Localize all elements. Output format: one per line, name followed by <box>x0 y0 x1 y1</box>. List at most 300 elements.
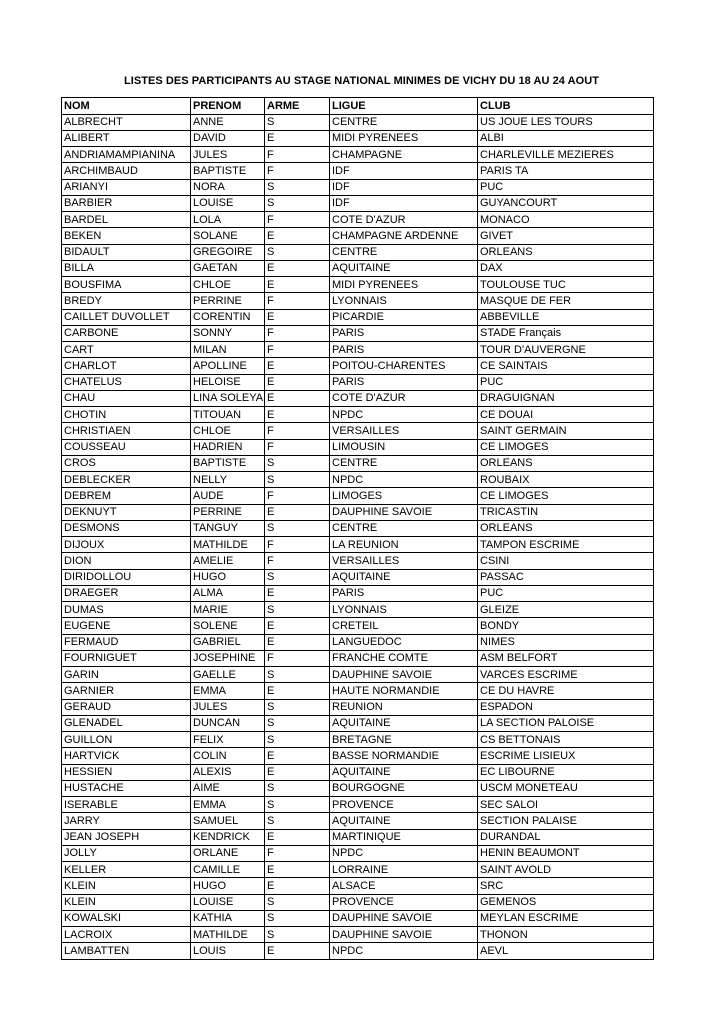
table-body <box>62 114 654 959</box>
table-row <box>62 862 654 878</box>
cell-nom: GERAUD <box>62 699 191 715</box>
table-header-row <box>62 98 654 115</box>
cell-club: LA SECTION PALOISE <box>478 715 654 731</box>
cell-ligue: AQUITAINE <box>330 569 478 585</box>
cell-arme: S <box>265 927 330 943</box>
cell-club: GLEIZE <box>478 602 654 618</box>
cell-club: CE SAINTAIS <box>478 358 654 374</box>
cell-nom: BREDY <box>62 293 191 309</box>
cell-club: NIMES <box>478 634 654 650</box>
cell-nom: DEKNUYT <box>62 504 191 520</box>
cell-arme: S <box>265 699 330 715</box>
table-row <box>62 829 654 845</box>
cell-nom: BOUSFIMA <box>62 277 191 293</box>
cell-ligue: POITOU-CHARENTES <box>330 358 478 374</box>
cell-club: CE LIMOGES <box>478 488 654 504</box>
cell-prenom: FELIX <box>191 732 265 748</box>
table-row <box>62 780 654 796</box>
cell-arme: E <box>265 748 330 764</box>
cell-prenom: SOLENE <box>191 618 265 634</box>
cell-nom: ALIBERT <box>62 130 191 146</box>
cell-nom: CHOTIN <box>62 407 191 423</box>
cell-ligue: PARIS <box>330 585 478 601</box>
cell-arme: E <box>265 407 330 423</box>
cell-club: ESPADON <box>478 699 654 715</box>
table-row <box>62 195 654 211</box>
cell-ligue: VERSAILLES <box>330 553 478 569</box>
cell-prenom: LOLA <box>191 212 265 228</box>
cell-prenom: LOUISE <box>191 195 265 211</box>
cell-arme: E <box>265 504 330 520</box>
cell-club: MASQUE DE FER <box>478 293 654 309</box>
cell-arme: F <box>265 325 330 341</box>
cell-ligue: CENTRE <box>330 244 478 260</box>
cell-club: US JOUE LES TOURS <box>478 114 654 130</box>
cell-ligue: REUNION <box>330 699 478 715</box>
cell-arme: E <box>265 228 330 244</box>
table-row <box>62 212 654 228</box>
cell-arme: S <box>265 195 330 211</box>
cell-club: CHARLEVILLE MEZIERES <box>478 147 654 163</box>
table-row <box>62 813 654 829</box>
cell-ligue: PARIS <box>330 342 478 358</box>
cell-prenom: COLIN <box>191 748 265 764</box>
cell-club: ORLEANS <box>478 244 654 260</box>
cell-ligue: NPDC <box>330 845 478 861</box>
cell-club: PARIS TA <box>478 163 654 179</box>
cell-arme: E <box>265 358 330 374</box>
cell-prenom: JOSEPHINE <box>191 650 265 666</box>
cell-nom: CAILLET DUVOLLET <box>62 309 191 325</box>
cell-nom: ISERABLE <box>62 797 191 813</box>
table-row <box>62 618 654 634</box>
cell-club: SECTION PALAISE <box>478 813 654 829</box>
table-row <box>62 683 654 699</box>
cell-club: BONDY <box>478 618 654 634</box>
cell-nom: KLEIN <box>62 878 191 894</box>
cell-arme: S <box>265 602 330 618</box>
cell-club: ORLEANS <box>478 520 654 536</box>
cell-nom: BIDAULT <box>62 244 191 260</box>
cell-prenom: LOUISE <box>191 894 265 910</box>
cell-club: ROUBAIX <box>478 472 654 488</box>
cell-nom: ALBRECHT <box>62 114 191 130</box>
cell-arme: S <box>265 732 330 748</box>
table-row <box>62 732 654 748</box>
cell-nom: COUSSEAU <box>62 439 191 455</box>
table-row <box>62 309 654 325</box>
cell-ligue: MIDI PYRENEES <box>330 277 478 293</box>
cell-ligue: PROVENCE <box>330 797 478 813</box>
cell-club: CE DOUAI <box>478 407 654 423</box>
cell-prenom: CHLOE <box>191 423 265 439</box>
cell-nom: LACROIX <box>62 927 191 943</box>
cell-prenom: HELOISE <box>191 374 265 390</box>
cell-nom: FERMAUD <box>62 634 191 650</box>
cell-club: SRC <box>478 878 654 894</box>
cell-ligue: CRETEIL <box>330 618 478 634</box>
table-row <box>62 130 654 146</box>
cell-prenom: SOLANE <box>191 228 265 244</box>
cell-nom: CHARLOT <box>62 358 191 374</box>
cell-arme: S <box>265 114 330 130</box>
table-row <box>62 374 654 390</box>
cell-arme: S <box>265 715 330 731</box>
table-row <box>62 764 654 780</box>
cell-nom: DIJOUX <box>62 537 191 553</box>
cell-club: ALBI <box>478 130 654 146</box>
cell-arme: S <box>265 910 330 926</box>
cell-arme: F <box>265 342 330 358</box>
cell-prenom: CORENTIN <box>191 309 265 325</box>
table-row <box>62 277 654 293</box>
table-row <box>62 715 654 731</box>
cell-prenom: HUGO <box>191 569 265 585</box>
cell-arme: S <box>265 179 330 195</box>
table-row <box>62 163 654 179</box>
cell-nom: LAMBATTEN <box>62 943 191 959</box>
cell-prenom: TANGUY <box>191 520 265 536</box>
table-row <box>62 114 654 130</box>
cell-prenom: LINA SOLEYA <box>191 390 265 406</box>
cell-club: PUC <box>478 374 654 390</box>
cell-nom: KELLER <box>62 862 191 878</box>
cell-prenom: KENDRICK <box>191 829 265 845</box>
cell-nom: ARIANYI <box>62 179 191 195</box>
cell-prenom: LOUIS <box>191 943 265 959</box>
cell-club: TOULOUSE TUC <box>478 277 654 293</box>
cell-prenom: APOLLINE <box>191 358 265 374</box>
cell-club: PUC <box>478 585 654 601</box>
cell-club: USCM MONETEAU <box>478 780 654 796</box>
table-row <box>62 228 654 244</box>
cell-nom: DESMONS <box>62 520 191 536</box>
cell-nom: CROS <box>62 455 191 471</box>
cell-nom: BILLA <box>62 260 191 276</box>
cell-ligue: COTE D'AZUR <box>330 212 478 228</box>
table-row <box>62 520 654 536</box>
cell-ligue: LIMOUSIN <box>330 439 478 455</box>
cell-nom: ANDRIAMAMPIANINA <box>62 147 191 163</box>
cell-arme: E <box>265 277 330 293</box>
cell-arme: S <box>265 813 330 829</box>
table-row <box>62 244 654 260</box>
cell-ligue: PICARDIE <box>330 309 478 325</box>
cell-nom: GARNIER <box>62 683 191 699</box>
cell-arme: E <box>265 130 330 146</box>
cell-prenom: DUNCAN <box>191 715 265 731</box>
table-row <box>62 845 654 861</box>
table-row <box>62 504 654 520</box>
document-title: LISTES DES PARTICIPANTS AU STAGE NATIONAL MINIMES DE VICHY DU 18 AU 24 AOUT <box>124 75 599 87</box>
cell-ligue: FRANCHE COMTE <box>330 650 478 666</box>
table-row <box>62 569 654 585</box>
table-row <box>62 293 654 309</box>
cell-prenom: JULES <box>191 699 265 715</box>
cell-nom: DRAEGER <box>62 585 191 601</box>
cell-arme: F <box>265 650 330 666</box>
cell-arme: S <box>265 667 330 683</box>
cell-ligue: PARIS <box>330 325 478 341</box>
cell-nom: GUILLON <box>62 732 191 748</box>
cell-club: SAINT GERMAIN <box>478 423 654 439</box>
table-row <box>62 439 654 455</box>
cell-ligue: BRETAGNE <box>330 732 478 748</box>
cell-nom: KLEIN <box>62 894 191 910</box>
cell-ligue: LIMOGES <box>330 488 478 504</box>
cell-nom: GLENADEL <box>62 715 191 731</box>
cell-club: ABBEVILLE <box>478 309 654 325</box>
cell-ligue: PROVENCE <box>330 894 478 910</box>
cell-ligue: LYONNAIS <box>330 602 478 618</box>
cell-arme: S <box>265 797 330 813</box>
cell-club: MEYLAN ESCRIME <box>478 910 654 926</box>
cell-arme: F <box>265 163 330 179</box>
cell-arme: E <box>265 829 330 845</box>
table-row <box>62 472 654 488</box>
cell-club: EC LIBOURNE <box>478 764 654 780</box>
table-row <box>62 797 654 813</box>
table-row <box>62 943 654 959</box>
table-row <box>62 650 654 666</box>
cell-prenom: HUGO <box>191 878 265 894</box>
cell-club: SEC SALOI <box>478 797 654 813</box>
cell-ligue: CENTRE <box>330 455 478 471</box>
table-row <box>62 602 654 618</box>
cell-prenom: HADRIEN <box>191 439 265 455</box>
cell-nom: DION <box>62 553 191 569</box>
cell-club: DURANDAL <box>478 829 654 845</box>
cell-arme: F <box>265 147 330 163</box>
cell-ligue: CHAMPAGNE ARDENNE <box>330 228 478 244</box>
cell-ligue: ALSACE <box>330 878 478 894</box>
cell-ligue: LANGUEDOC <box>330 634 478 650</box>
table-row <box>62 488 654 504</box>
cell-prenom: NORA <box>191 179 265 195</box>
cell-nom: BEKEN <box>62 228 191 244</box>
cell-ligue: CENTRE <box>330 114 478 130</box>
table-row <box>62 179 654 195</box>
cell-ligue: CHAMPAGNE <box>330 147 478 163</box>
cell-arme: S <box>265 455 330 471</box>
cell-arme: E <box>265 683 330 699</box>
cell-nom: DIRIDOLLOU <box>62 569 191 585</box>
cell-ligue: LA REUNION <box>330 537 478 553</box>
cell-arme: E <box>265 943 330 959</box>
cell-ligue: MIDI PYRENEES <box>330 130 478 146</box>
cell-ligue: DAUPHINE SAVOIE <box>330 910 478 926</box>
cell-club: CSINI <box>478 553 654 569</box>
cell-club: AEVL <box>478 943 654 959</box>
cell-ligue: NPDC <box>330 472 478 488</box>
cell-ligue: AQUITAINE <box>330 764 478 780</box>
cell-prenom: GREGOIRE <box>191 244 265 260</box>
cell-ligue: AQUITAINE <box>330 715 478 731</box>
cell-ligue: MARTINIQUE <box>330 829 478 845</box>
cell-ligue: PARIS <box>330 374 478 390</box>
cell-prenom: DAVID <box>191 130 265 146</box>
cell-club: GUYANCOURT <box>478 195 654 211</box>
cell-ligue: DAUPHINE SAVOIE <box>330 667 478 683</box>
cell-arme: F <box>265 553 330 569</box>
cell-nom: DEBREM <box>62 488 191 504</box>
cell-prenom: PERRINE <box>191 504 265 520</box>
table-row <box>62 342 654 358</box>
table-row <box>62 878 654 894</box>
cell-club: THONON <box>478 927 654 943</box>
table-row <box>62 699 654 715</box>
cell-prenom: NELLY <box>191 472 265 488</box>
cell-arme: F <box>265 423 330 439</box>
cell-club: HENIN BEAUMONT <box>478 845 654 861</box>
cell-prenom: CAMILLE <box>191 862 265 878</box>
cell-ligue: COTE D'AZUR <box>330 390 478 406</box>
cell-ligue: NPDC <box>330 943 478 959</box>
cell-arme: E <box>265 374 330 390</box>
cell-ligue: HAUTE NORMANDIE <box>330 683 478 699</box>
cell-club: GIVET <box>478 228 654 244</box>
cell-nom: JOLLY <box>62 845 191 861</box>
cell-prenom: BAPTISTE <box>191 163 265 179</box>
table-row <box>62 537 654 553</box>
table-row <box>62 390 654 406</box>
column-header-club: CLUB <box>478 98 654 115</box>
table-row <box>62 894 654 910</box>
cell-nom: HARTVICK <box>62 748 191 764</box>
cell-club: ORLEANS <box>478 455 654 471</box>
cell-prenom: MARIE <box>191 602 265 618</box>
column-header-arme: ARME <box>265 98 330 115</box>
cell-arme: E <box>265 585 330 601</box>
cell-nom: JARRY <box>62 813 191 829</box>
table-row <box>62 585 654 601</box>
cell-nom: ARCHIMBAUD <box>62 163 191 179</box>
cell-ligue: DAUPHINE SAVOIE <box>330 927 478 943</box>
table-row <box>62 667 654 683</box>
cell-prenom: AUDE <box>191 488 265 504</box>
cell-nom: KOWALSKI <box>62 910 191 926</box>
cell-club: ASM BELFORT <box>478 650 654 666</box>
cell-prenom: JULES <box>191 147 265 163</box>
cell-nom: FOURNIGUET <box>62 650 191 666</box>
cell-ligue: AQUITAINE <box>330 260 478 276</box>
cell-club: DAX <box>478 260 654 276</box>
cell-ligue: BASSE NORMANDIE <box>330 748 478 764</box>
cell-arme: F <box>265 488 330 504</box>
cell-ligue: LYONNAIS <box>330 293 478 309</box>
cell-arme: F <box>265 212 330 228</box>
cell-prenom: GAETAN <box>191 260 265 276</box>
cell-nom: CHAU <box>62 390 191 406</box>
cell-prenom: SONNY <box>191 325 265 341</box>
cell-prenom: ALEXIS <box>191 764 265 780</box>
cell-ligue: AQUITAINE <box>330 813 478 829</box>
cell-club: SAINT AVOLD <box>478 862 654 878</box>
cell-nom: GARIN <box>62 667 191 683</box>
cell-club: PASSAC <box>478 569 654 585</box>
table-row <box>62 553 654 569</box>
cell-nom: CHATELUS <box>62 374 191 390</box>
cell-prenom: MATHILDE <box>191 927 265 943</box>
cell-prenom: AMELIE <box>191 553 265 569</box>
table-row <box>62 634 654 650</box>
cell-prenom: TITOUAN <box>191 407 265 423</box>
cell-prenom: EMMA <box>191 683 265 699</box>
cell-nom: JEAN JOSEPH <box>62 829 191 845</box>
cell-nom: CARBONE <box>62 325 191 341</box>
cell-nom: HESSIEN <box>62 764 191 780</box>
cell-ligue: IDF <box>330 179 478 195</box>
cell-prenom: MILAN <box>191 342 265 358</box>
cell-arme: E <box>265 618 330 634</box>
cell-prenom: ORLANE <box>191 845 265 861</box>
cell-nom: BARBIER <box>62 195 191 211</box>
cell-arme: E <box>265 309 330 325</box>
cell-club: ESCRIME LISIEUX <box>478 748 654 764</box>
cell-ligue: DAUPHINE SAVOIE <box>330 504 478 520</box>
cell-arme: F <box>265 293 330 309</box>
cell-arme: E <box>265 764 330 780</box>
cell-ligue: VERSAILLES <box>330 423 478 439</box>
table-row <box>62 358 654 374</box>
table-row <box>62 910 654 926</box>
cell-arme: S <box>265 894 330 910</box>
table-row <box>62 147 654 163</box>
cell-club: CS BETTONAIS <box>478 732 654 748</box>
cell-nom: EUGENE <box>62 618 191 634</box>
cell-club: CE DU HAVRE <box>478 683 654 699</box>
cell-club: GEMENOS <box>478 894 654 910</box>
cell-prenom: CHLOE <box>191 277 265 293</box>
cell-club: CE LIMOGES <box>478 439 654 455</box>
cell-prenom: ALMA <box>191 585 265 601</box>
cell-prenom: GABRIEL <box>191 634 265 650</box>
cell-arme: S <box>265 569 330 585</box>
cell-club: VARCES ESCRIME <box>478 667 654 683</box>
cell-prenom: MATHILDE <box>191 537 265 553</box>
column-header-prenom: PRENOM <box>191 98 265 115</box>
participants-table <box>61 97 654 960</box>
cell-arme: E <box>265 878 330 894</box>
cell-arme: E <box>265 634 330 650</box>
table-row <box>62 407 654 423</box>
cell-arme: S <box>265 472 330 488</box>
cell-club: STADE Français <box>478 325 654 341</box>
cell-ligue: IDF <box>330 163 478 179</box>
cell-ligue: IDF <box>330 195 478 211</box>
column-header-nom: NOM <box>62 98 191 115</box>
cell-prenom: SAMUEL <box>191 813 265 829</box>
cell-arme: S <box>265 520 330 536</box>
cell-prenom: ANNE <box>191 114 265 130</box>
cell-prenom: PERRINE <box>191 293 265 309</box>
table-row <box>62 748 654 764</box>
cell-nom: BARDEL <box>62 212 191 228</box>
table-row <box>62 927 654 943</box>
cell-arme: F <box>265 537 330 553</box>
cell-prenom: BAPTISTE <box>191 455 265 471</box>
cell-ligue: LORRAINE <box>330 862 478 878</box>
cell-club: DRAGUIGNAN <box>478 390 654 406</box>
cell-arme: S <box>265 244 330 260</box>
cell-arme: S <box>265 780 330 796</box>
cell-nom: DEBLECKER <box>62 472 191 488</box>
cell-arme: E <box>265 390 330 406</box>
cell-nom: DUMAS <box>62 602 191 618</box>
table-row <box>62 260 654 276</box>
cell-ligue: NPDC <box>330 407 478 423</box>
cell-club: TAMPON ESCRIME <box>478 537 654 553</box>
